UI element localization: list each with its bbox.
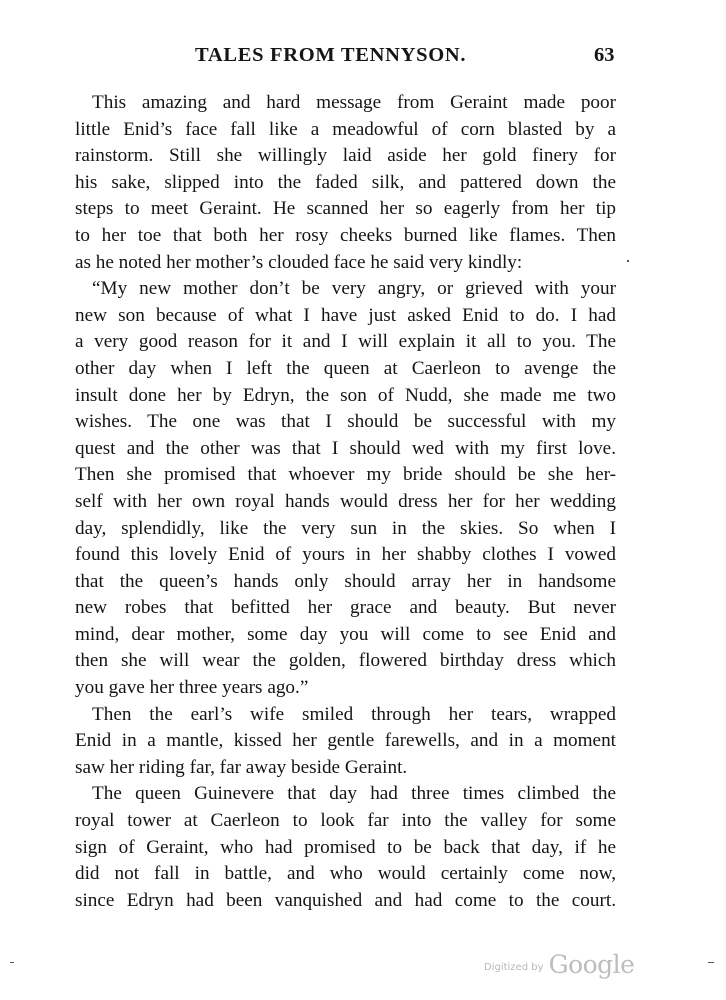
text-line: wishes. The one was that I should be successful with my: [75, 411, 616, 433]
scan-speck: [708, 962, 714, 963]
text-line: The queen Guinevere that day had three times climbed the: [92, 783, 616, 805]
text-line: This amazing and hard message from Geraint made poor: [92, 92, 616, 113]
scan-speck: [627, 260, 629, 262]
text-line: “My new mother don’t be very angry, or grieved with your: [92, 278, 616, 300]
text-line: then she will wear the golden, flowered birthday dress which: [75, 650, 616, 672]
text-line: day, splendidly, like the very sun in the skies. So when I: [75, 517, 616, 539]
digitized-watermark: [484, 950, 634, 979]
text-line: new robes that befitted her grace and beauty. But never: [75, 597, 616, 619]
text-line: found this lovely Enid of yours in her shabby clothes I vowed: [75, 544, 616, 566]
page-number: 63: [594, 44, 615, 66]
text-line: insult done her by Edryn, the son of Nudd, she made me two: [75, 384, 616, 406]
text-line: little Enid’s face fall like a meadowful of corn blasted by a: [75, 118, 616, 140]
text-line: other day when I left the queen at Caerleon to avenge the: [75, 357, 616, 379]
text-line: since Edryn had been vanquished and had come to the court.: [75, 889, 616, 911]
text-line: Then the earl’s wife smiled through her tears, wrapped: [92, 703, 616, 725]
text-line: saw her riding far, far away beside Geraint.: [75, 756, 408, 778]
text-line: new son because of what I have just asked Enid to do. I had: [75, 304, 616, 326]
running-title: TALES FROM TENNYSON.: [195, 44, 467, 66]
text-line: you gave her three years ago.”: [75, 677, 309, 699]
text-line: his sake, slipped into the faded silk, and pattered down the: [75, 171, 616, 193]
text-line: Enid in a mantle, kissed her gentle farewells, and in a moment: [75, 730, 616, 752]
text-line: to her toe that both her rosy cheeks burned like flames. Then: [75, 224, 616, 246]
text-line: that the queen’s hands only should array her in handsome: [75, 570, 616, 592]
text-line: rainstorm. Still she willingly laid aside her gold finery for: [75, 145, 616, 167]
text-line: mind, dear mother, some day you will come to see Enid and: [75, 623, 616, 645]
text-line: quest and the other was that I should wed with my first love.: [75, 437, 616, 459]
text-line: self with her own royal hands would dress her for her wedding: [75, 490, 616, 512]
body-text: [75, 90, 616, 914]
text-line: Then she promised that whoever my bride should be she her-: [75, 464, 616, 486]
watermark-prefix: Digitized by: [484, 962, 544, 973]
page-header: [0, 44, 726, 74]
text-line: royal tower at Caerleon to look far into the valley for some: [75, 810, 616, 832]
text-line: steps to meet Geraint. He scanned her so eagerly from her tip: [75, 198, 616, 220]
text-line: a very good reason for it and I will explain it all to you. The: [75, 331, 616, 353]
scan-speck: [10, 962, 14, 963]
text-line: did not fall in battle, and who would certainly come now,: [75, 863, 616, 885]
google-logo: Google: [548, 950, 635, 979]
text-line: as he noted her mother’s clouded face he said very kindly:: [75, 251, 523, 273]
text-line: sign of Geraint, who had promised to be back that day, if he: [75, 836, 616, 858]
